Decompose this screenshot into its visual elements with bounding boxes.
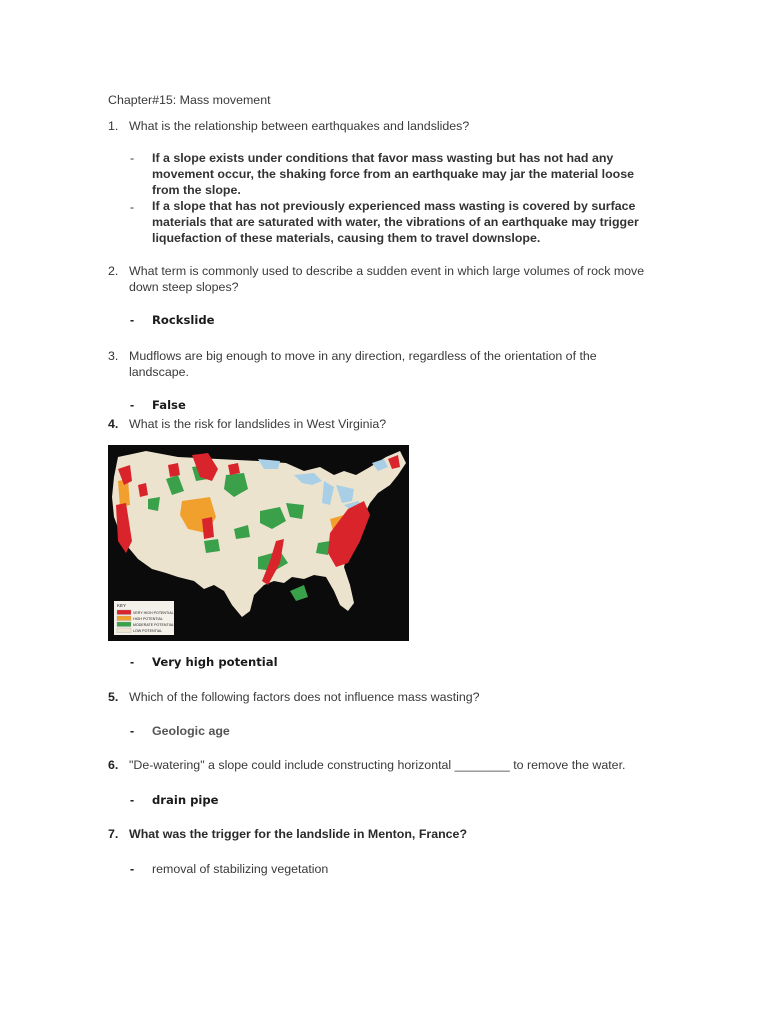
answer-1a-bullet: - bbox=[130, 151, 135, 165]
answer-4-bullet: - bbox=[130, 655, 135, 669]
answer-1a-line-2: movement occur, the shaking force from an earthquake may jar the material loose bbox=[152, 167, 635, 181]
legend-label: MODERATE POTENTIAL bbox=[133, 622, 175, 627]
answer-2: Rockslide bbox=[152, 313, 215, 327]
question-number-2: 2. bbox=[108, 264, 119, 278]
legend-swatch bbox=[117, 616, 131, 621]
answer-5-bullet: - bbox=[130, 724, 135, 738]
answer-6: drain pipe bbox=[152, 793, 219, 807]
question-6-text: "De-watering" a slope could include constructing horizontal ________ to remove the water. bbox=[129, 758, 626, 772]
legend-swatch bbox=[117, 628, 131, 633]
landslide-potential-map bbox=[108, 445, 409, 641]
answer-3: False bbox=[152, 398, 186, 412]
answer-1b-line-2: materials that are saturated with water, the vibrations of an earthquake may trigger bbox=[152, 215, 639, 229]
answer-1b-line-3: liquefaction of these materials, causing them to travel downslope. bbox=[152, 231, 541, 245]
question-4-text: What is the risk for landslides in West Virginia? bbox=[129, 417, 387, 431]
answer-3-bullet: - bbox=[130, 398, 135, 412]
answer-7-bullet: - bbox=[130, 862, 135, 876]
legend-label: HIGH POTENTIAL bbox=[133, 616, 163, 621]
question-number-5: 5. bbox=[108, 690, 119, 704]
answer-1a bbox=[152, 150, 652, 198]
answer-1a-line-1: If a slope exists under conditions that favor mass wasting but has not had any bbox=[152, 151, 614, 165]
legend-title: KEY bbox=[117, 603, 127, 608]
page-title: Chapter#15: Mass movement bbox=[108, 93, 271, 107]
question-2-text bbox=[129, 263, 669, 295]
answer-1b bbox=[152, 198, 652, 246]
question-number-6: 6. bbox=[108, 758, 119, 772]
legend-label: VERY HIGH POTENTIAL bbox=[133, 610, 174, 615]
question-3-line-1: Mudflows are big enough to move in any direction, regardless of the orientation of the bbox=[129, 349, 597, 363]
question-3-line-2: landscape. bbox=[129, 365, 189, 379]
answer-6-bullet: - bbox=[130, 793, 135, 807]
us-map-image bbox=[108, 445, 409, 641]
question-3-text bbox=[129, 348, 669, 380]
question-5-text: Which of the following factors does not influence mass wasting? bbox=[129, 690, 480, 704]
legend-label: LOW POTENTIAL bbox=[133, 628, 163, 633]
question-number-1: 1. bbox=[108, 119, 119, 133]
answer-5: Geologic age bbox=[152, 724, 230, 738]
answer-1b-bullet: - bbox=[130, 200, 135, 214]
question-number-7: 7. bbox=[108, 827, 119, 841]
legend-swatch bbox=[117, 622, 131, 627]
answer-1b-line-1: If a slope that has not previously experienced mass wasting is covered by surface bbox=[152, 199, 636, 213]
question-7-text: What was the trigger for the landslide in Menton, France? bbox=[129, 827, 468, 841]
legend-swatch bbox=[117, 610, 131, 615]
answer-4: Very high potential bbox=[152, 655, 278, 669]
question-2-line-2: down steep slopes? bbox=[129, 280, 239, 294]
question-1-text: What is the relationship between earthquakes and landslides? bbox=[129, 119, 470, 133]
answer-1a-line-3: from the slope. bbox=[152, 183, 241, 197]
answer-7: removal of stabilizing vegetation bbox=[152, 862, 329, 876]
question-number-3: 3. bbox=[108, 349, 119, 363]
question-2-line-1: What term is commonly used to describe a sudden event in which large volumes of rock move bbox=[129, 264, 645, 278]
question-number-4: 4. bbox=[108, 417, 119, 431]
answer-2-bullet: - bbox=[130, 313, 135, 327]
